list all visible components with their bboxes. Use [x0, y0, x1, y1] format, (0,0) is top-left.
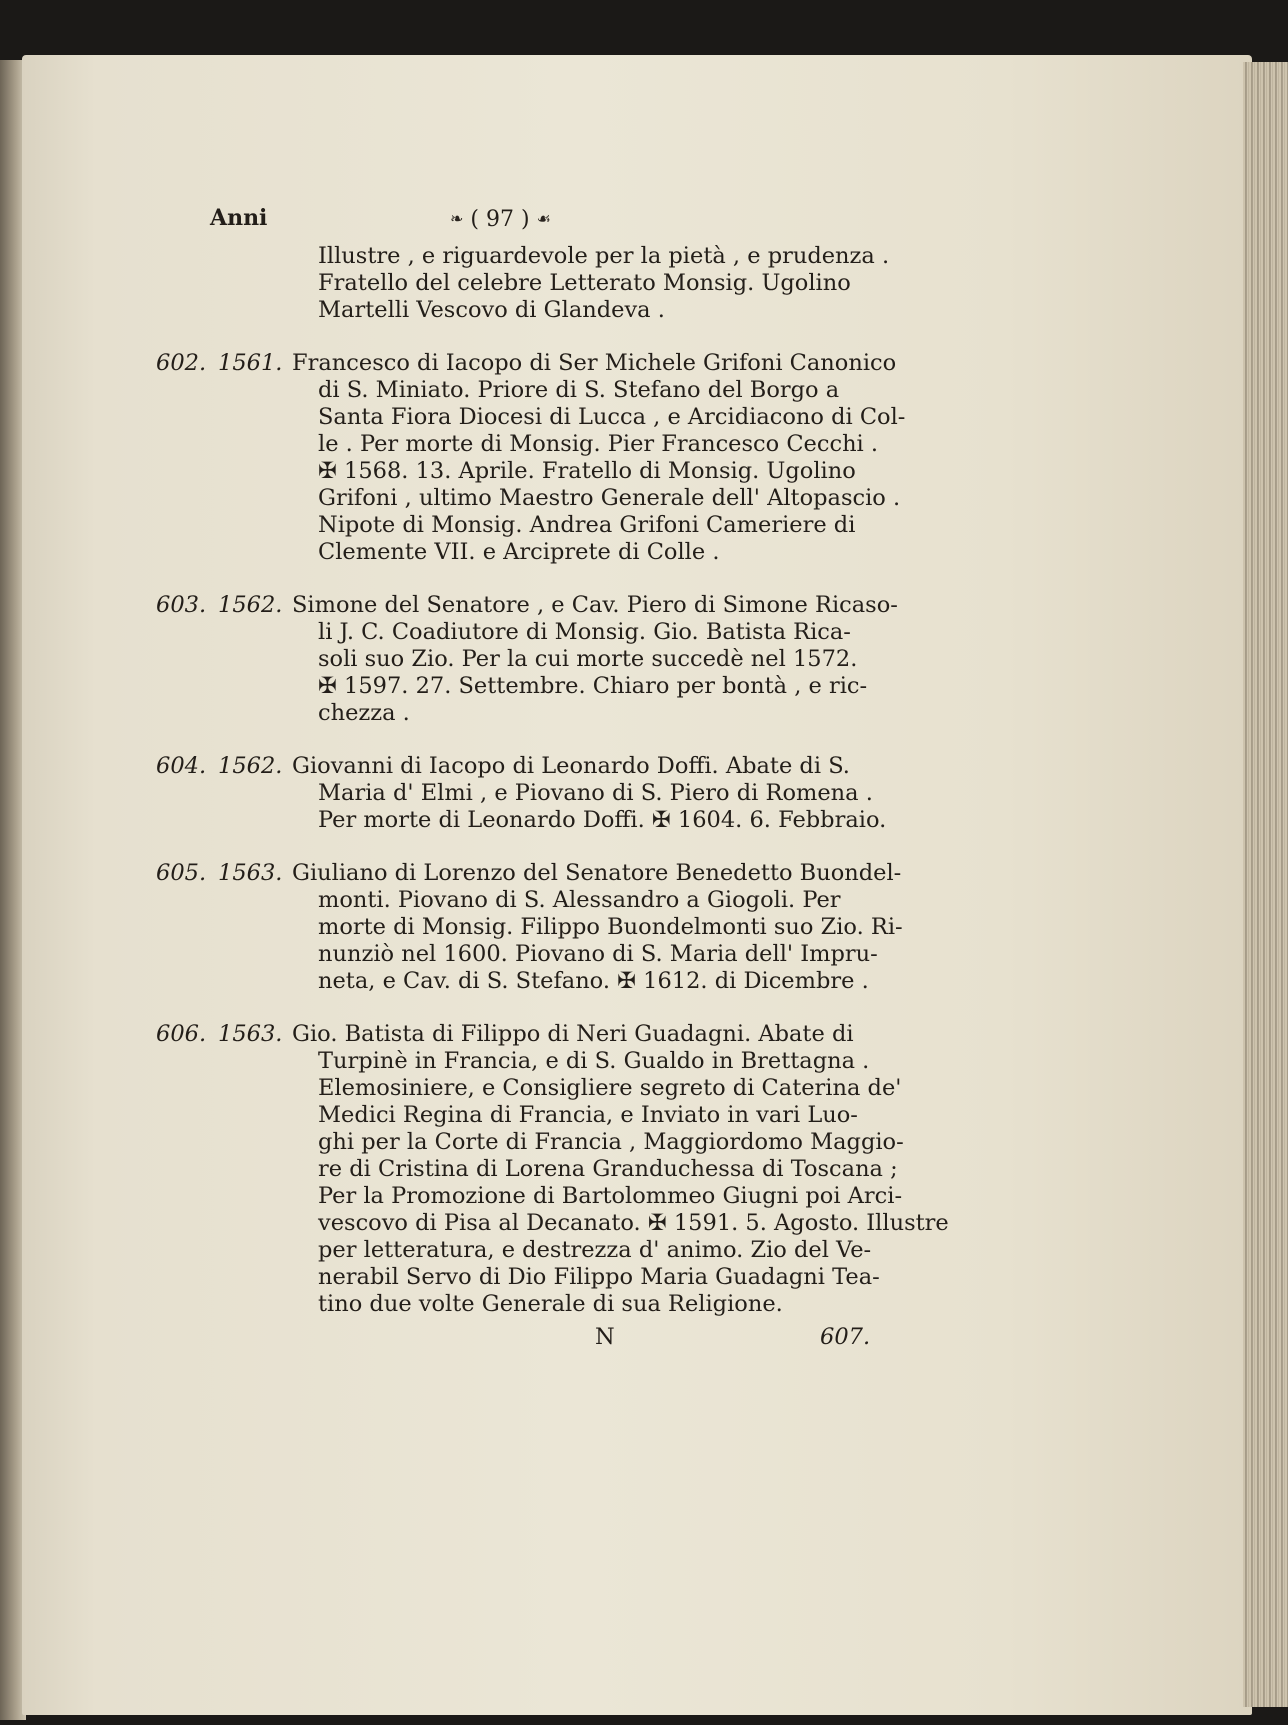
entry-year: 1562.	[218, 592, 283, 618]
entry-603	[150, 592, 910, 727]
text-line: Nipote di Monsig. Andrea Grifoni Cameriere di	[318, 512, 856, 538]
entry-604	[150, 753, 910, 834]
text-line: Giuliano di Lorenzo del Senatore Benedetto Buondel-	[292, 860, 902, 886]
text-line: Clemente VII. e Arciprete di Colle .	[318, 539, 720, 565]
right-page-edges	[1243, 62, 1288, 1707]
catchword: 607.	[820, 1324, 871, 1350]
entry-text	[292, 592, 898, 727]
entry-text	[292, 1021, 949, 1318]
entry-number: 602.	[156, 350, 207, 376]
text-line: Turpinè in Francia, e di S. Gualdo in Brettagna .	[318, 1048, 870, 1074]
text-line: Santa Fiora Diocesi di Lucca , e Arcidiacono di Col-	[318, 404, 906, 430]
text-line: Per la Promozione di Bartolommeo Giugni poi Arci-	[318, 1183, 903, 1209]
text-line: per letteratura, e destrezza d' animo. Zio del Ve-	[318, 1237, 872, 1263]
text-line: Medici Regina di Francia, e Inviato in vari Luo-	[318, 1102, 858, 1128]
entry-year: 1563.	[218, 1021, 283, 1047]
text-line: ✠ 1597. 27. Settembre. Chiaro per bontà , e ric-	[318, 673, 868, 699]
entry-text	[292, 350, 906, 566]
ornament-left-icon: ❧	[450, 209, 464, 228]
entry-year: 1563.	[218, 860, 283, 886]
text-line: Fratello del celebre Letterato Monsig. Ugolino	[318, 270, 851, 296]
page-number	[450, 205, 551, 233]
text-line: monti. Piovano di S. Alessandro a Giogoli. Per	[318, 887, 841, 913]
entry-number: 606.	[156, 1021, 207, 1047]
text-line: neta, e Cav. di S. Stefano. ✠ 1612. di Dicembre .	[318, 968, 869, 994]
text-line: li J. C. Coadiutore di Monsig. Gio. Batista Rica-	[318, 619, 851, 645]
text-line: Grifoni , ultimo Maestro Generale dell' Altopascio .	[318, 485, 901, 511]
text-line: ✠ 1568. 13. Aprile. Fratello di Monsig. Ugolino	[318, 458, 856, 484]
text-line: re di Cristina di Lorena Granduchessa di Toscana ;	[318, 1156, 898, 1182]
entry-number: 605.	[156, 860, 207, 886]
text-line: le . Per morte di Monsig. Pier Francesco Cecchi .	[318, 431, 879, 457]
text-line: nerabil Servo di Dio Filippo Maria Guadagni Tea-	[318, 1264, 880, 1290]
entry-606	[150, 1021, 949, 1318]
text-line: Francesco di Iacopo di Ser Michele Grifoni Canonico	[292, 350, 897, 376]
entry-602	[150, 350, 910, 566]
text-line: vescovo di Pisa al Decanato. ✠ 1591. 5. Agosto. Illustre	[318, 1210, 949, 1236]
text-line: Illustre , e riguardevole per la pietà , e prudenza .	[318, 243, 890, 269]
text-line: ghi per la Corte di Francia , Maggiordomo Maggio-	[318, 1129, 904, 1155]
ornament-right-icon: ☙	[536, 209, 551, 228]
text-line: Martelli Vescovo di Glandeva .	[318, 297, 665, 323]
signature-mark: N	[595, 1324, 615, 1350]
running-head: Anni	[210, 205, 268, 231]
page-header	[150, 205, 910, 243]
entry-number: 603.	[156, 592, 207, 618]
text-line: soli suo Zio. Per la cui morte succedè nel 1572.	[318, 646, 858, 672]
entry-text	[292, 753, 890, 834]
text-line: chezza .	[318, 700, 410, 726]
text-line: Per morte di Leonardo Doffi. ✠ 1604. 6. Febbraio.	[318, 807, 887, 833]
entry-year: 1562.	[218, 753, 283, 779]
text-line: tino due volte Generale di sua Religione.	[318, 1291, 783, 1317]
entry-605	[150, 860, 910, 995]
page-number-text: ( 97 )	[470, 207, 530, 232]
text-block	[150, 205, 949, 1354]
page-footer	[150, 1324, 910, 1354]
text-line: Giovanni di Iacopo di Leonardo Doffi. Abate di S.	[292, 753, 850, 779]
text-line: morte di Monsig. Filippo Buondelmonti suo Zio. Ri-	[318, 914, 903, 940]
text-line: nunziò nel 1600. Piovano di S. Maria dell' Impru-	[318, 941, 878, 967]
text-line: di S. Miniato. Priore di S. Stefano del Borgo a	[318, 377, 840, 403]
entry-number: 604.	[156, 753, 207, 779]
text-line: Maria d' Elmi , e Piovano di S. Piero di Romena .	[318, 780, 873, 806]
text-line: Elemosiniere, e Consigliere segreto di Caterina de'	[318, 1075, 902, 1101]
text-line: Simone del Senatore , e Cav. Piero di Simone Ricaso-	[292, 592, 898, 618]
text-line: Gio. Batista di Filippo di Neri Guadagni. Abate di	[292, 1021, 854, 1047]
entry-text	[292, 860, 903, 995]
entry-year: 1561.	[218, 350, 283, 376]
continuation-paragraph	[318, 243, 890, 324]
